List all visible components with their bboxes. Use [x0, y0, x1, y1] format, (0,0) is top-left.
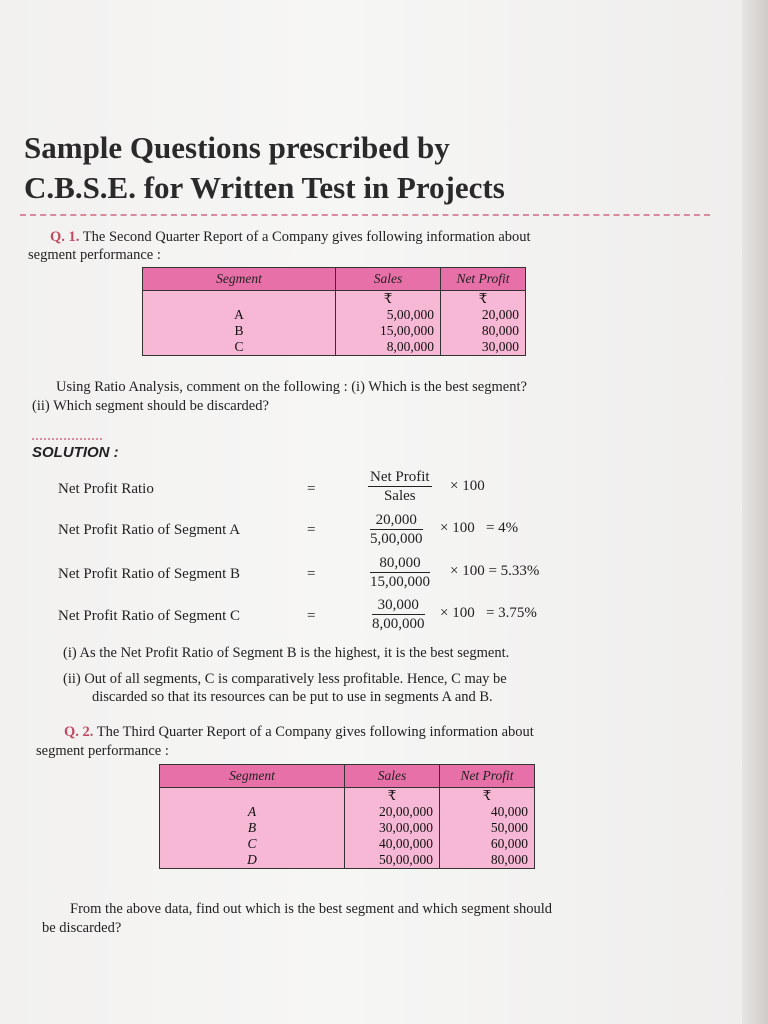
q1-text-1: The Second Quarter Report of a Company gives following information about [82, 229, 531, 245]
denominator: 5,00,000 [370, 531, 423, 547]
column-header: Net Profit [440, 765, 535, 788]
profit-cell: 80,000 [440, 852, 535, 869]
numerator: Net Profit [370, 469, 430, 485]
q2-line-1 [64, 723, 534, 741]
table-row [160, 836, 535, 852]
equals-sign: = [307, 608, 316, 624]
ratio-label: Net Profit Ratio of Segment B [58, 566, 241, 582]
equals-sign: = [307, 481, 316, 497]
table-row [143, 307, 526, 323]
equals-sign: = [307, 566, 316, 582]
currency-symbol: ₹ [345, 788, 440, 805]
q2-after-2: be discarded? [42, 920, 122, 936]
sales-cell: 15,00,000 [336, 323, 441, 339]
q1-after-2: (ii) Which segment should be discarded? [32, 398, 269, 414]
denominator: 15,00,000 [370, 574, 430, 590]
denominator: 8,00,000 [372, 616, 425, 632]
column-header: Sales [345, 765, 440, 788]
title-divider [20, 214, 710, 216]
table-row [160, 820, 535, 836]
q2-text-2: segment performance : [36, 743, 169, 759]
sales-cell: 20,00,000 [345, 804, 440, 820]
ratio-label: Net Profit Ratio of Segment C [58, 608, 241, 624]
page-title [24, 128, 505, 208]
table-row [143, 323, 526, 339]
segment-cell: B [160, 820, 345, 836]
column-header: Sales [336, 268, 441, 291]
title-line-1: Sample Questions prescribed by [24, 130, 450, 165]
fraction [368, 468, 432, 505]
profit-cell: 30,000 [441, 339, 526, 356]
ratio-tail: × 100 = 3.75% [440, 605, 537, 621]
answer-2-line-1: (ii) Out of all segments, C is comparatively less profitable. Hence, C may be [63, 671, 507, 687]
segment-cell: A [160, 804, 345, 820]
segment-cell: B [143, 323, 336, 339]
q2-after-1: From the above data, find out which is the best segment and which segment should [70, 901, 553, 917]
currency-row [160, 788, 535, 805]
q1-table [142, 267, 526, 356]
profit-cell: 80,000 [441, 323, 526, 339]
ratio-label: Net Profit Ratio [58, 481, 154, 497]
numerator: 20,000 [370, 511, 423, 530]
sales-cell: 30,00,000 [345, 820, 440, 836]
profit-cell: 40,000 [440, 804, 535, 820]
q1-line-1 [50, 228, 531, 246]
currency-symbol: ₹ [336, 291, 441, 308]
table-row [160, 804, 535, 820]
segment-cell: C [143, 339, 336, 356]
q2-text-1: The Third Quarter Report of a Company gives following information about [96, 724, 534, 740]
q2-table [159, 764, 535, 869]
sales-cell: 8,00,000 [336, 339, 441, 356]
profit-cell: 60,000 [440, 836, 535, 852]
fraction [370, 554, 430, 591]
q1-number: Q. 1. [50, 229, 80, 245]
fraction [370, 511, 423, 548]
currency-symbol: ₹ [440, 788, 535, 805]
ratio-tail: × 100 [450, 478, 485, 494]
ratio-tail: × 100 = 5.33% [450, 563, 540, 579]
ratio-label: Net Profit Ratio of Segment A [58, 522, 241, 538]
column-header: Segment [143, 268, 336, 291]
segment-cell: C [160, 836, 345, 852]
answer-2-line-2: discarded so that its resources can be put to use in segments A and B. [92, 689, 493, 705]
column-header: Segment [160, 765, 345, 788]
profit-cell: 20,000 [441, 307, 526, 323]
numerator: 80,000 [370, 554, 430, 573]
q1-after-1: Using Ratio Analysis, comment on the following : (i) Which is the best segment? [56, 379, 527, 395]
table-header-row [143, 268, 526, 291]
page-edge [742, 0, 768, 1024]
column-header: Net Profit [441, 268, 526, 291]
currency-row [143, 291, 526, 308]
denominator: Sales [383, 488, 416, 504]
fraction [372, 596, 425, 633]
ratio-tail: × 100 = 4% [440, 520, 519, 536]
answer-1: (i) As the Net Profit Ratio of Segment B is the highest, it is the best segment. [63, 645, 510, 661]
sales-cell: 50,00,000 [345, 852, 440, 869]
segment-cell: A [143, 307, 336, 323]
numerator: 30,000 [372, 596, 425, 615]
table-header-row [160, 765, 535, 788]
table-row [160, 852, 535, 869]
segment-cell: D [160, 852, 345, 869]
profit-cell: 50,000 [440, 820, 535, 836]
table-row [143, 339, 526, 356]
sales-cell: 40,00,000 [345, 836, 440, 852]
q1-text-2: segment performance : [28, 247, 161, 263]
sales-cell: 5,00,000 [336, 307, 441, 323]
title-line-2: C.B.S.E. for Written Test in Projects [24, 170, 505, 205]
solution-label: SOLUTION : [32, 444, 119, 461]
currency-symbol: ₹ [441, 291, 526, 308]
q2-number: Q. 2. [64, 724, 94, 740]
equals-sign: = [307, 522, 316, 538]
